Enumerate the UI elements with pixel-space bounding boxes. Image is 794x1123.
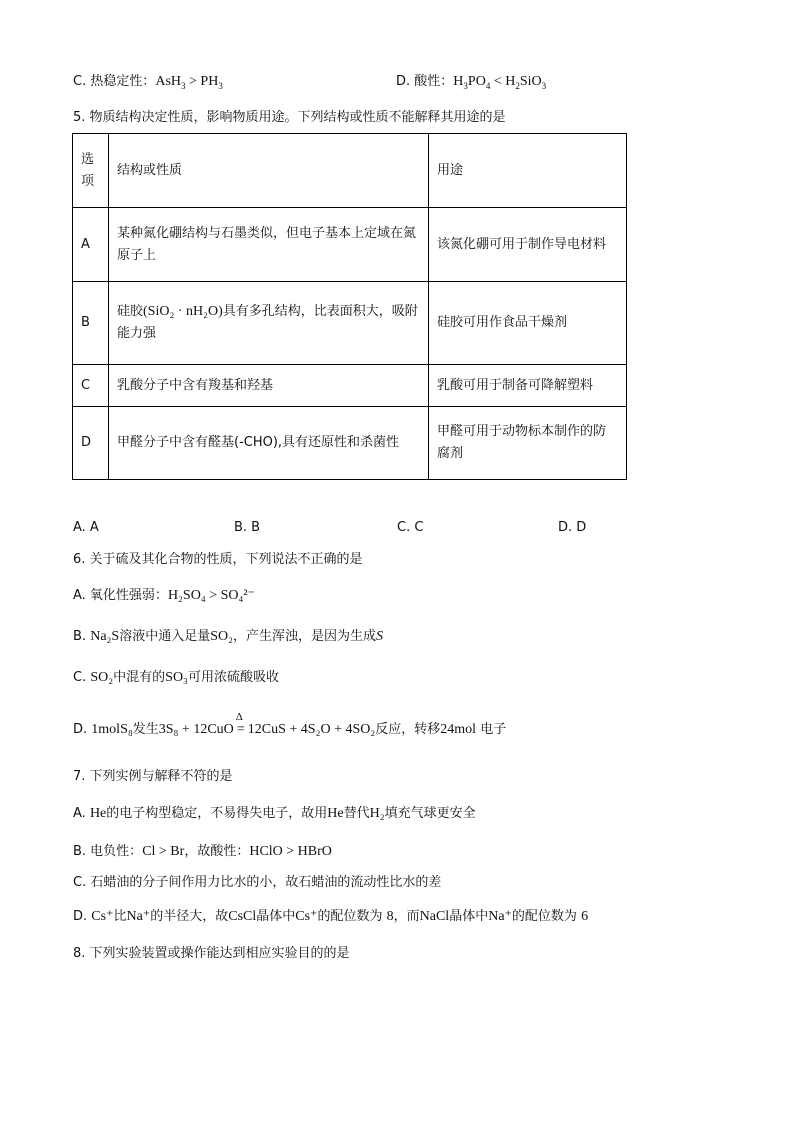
table-header-row [73, 134, 627, 208]
header-use: 用途 [429, 134, 627, 208]
q6-option-c: C. SO₂中混有的SO₃可用浓硫酸吸收 [73, 670, 279, 685]
q4-option-c [73, 72, 223, 92]
header-structure: 结构或性质 [109, 134, 429, 208]
q5-table [72, 133, 627, 480]
row-structure: 某种氮化硼结构与石墨类似，但电子基本上定域在氮原子上 [109, 208, 429, 282]
header-option: 选项 [73, 134, 109, 208]
row-use: 硅胶可用作食品干燥剂 [429, 282, 627, 365]
row-structure: 甲醛分子中含有醛基(-CHO),具有还原性和杀菌性 [109, 407, 429, 480]
table-row [73, 365, 627, 407]
row-option: B [73, 282, 109, 365]
q5-choice-a: A. A [73, 520, 99, 535]
q5-choice-c: C. C [397, 520, 424, 535]
row-option: A [73, 208, 109, 282]
q7-option-d: D. Cs⁺比Na⁺的半径大，故CsCl晶体中Cs⁺的配位数为 8，而NaCl晶体中Na⁺的配位数为 6 [73, 909, 589, 924]
q6-option-b: B. Na₂S溶液中通入足量SO₂，产生浑浊，是因为生成S [73, 629, 384, 644]
q7-option-c: C. 石蜡油的分子间作用力比水的小，故石蜡油的流动性比水的差 [73, 875, 442, 890]
row-use: 该氮化硼可用于制作导电材料 [429, 208, 627, 282]
reaction-arrow: Δ = [235, 711, 245, 737]
row-structure: 硅胶(SiO₂ · nH₂O)具有多孔结构，比表面积大，吸附能力强 [109, 282, 429, 365]
q4-option-d [396, 72, 546, 92]
q6-option-a: A. 氧化性强弱：H₂SO₄ > SO₄²⁻ [73, 588, 255, 603]
option-label: C. 热稳定性： [73, 74, 156, 89]
q7-option-a: A. He的电子构型稳定，不易得失电子，故用He替代H₂填充气球更安全 [73, 806, 476, 821]
row-option: C [73, 365, 109, 407]
row-structure: 乳酸分子中含有羧基和羟基 [109, 365, 429, 407]
formula: $H_3PO_4 < H_2SiO_3$ [453, 74, 547, 91]
q6-stem: 6. 关于硫及其化合物的性质，下列说法不正确的是 [73, 552, 363, 567]
q8-stem: 8. 下列实验装置或操作能达到相应实验目的的是 [73, 946, 350, 961]
row-use: 乳酸可用于制备可降解塑料 [429, 365, 627, 407]
q5-choice-b: B. B [234, 520, 261, 535]
row-option: D [73, 407, 109, 480]
table-row [73, 208, 627, 282]
option-label: D. 酸性： [396, 74, 454, 89]
q6-option-d: D. 1molS₈发生3S₈ + 12CuO Δ = 12CuS + 4S₂O + 4SO₂反应，转移24mol 电子 [73, 720, 506, 740]
table-row [73, 407, 627, 480]
q7-stem: 7. 下列实例与解释不符的是 [73, 769, 233, 784]
q5-choice-d: D. D [558, 520, 587, 535]
q7-option-b: B. 电负性：Cl > Br，故酸性：HClO > HBrO [73, 844, 332, 859]
row-use: 甲醛可用于动物标本制作的防腐剂 [429, 407, 627, 480]
q5-stem: 5. 物质结构决定性质，影响物质用途。下列结构或性质不能解释其用途的是 [73, 110, 506, 125]
formula: $AsH_3 > PH_3$ [155, 74, 223, 91]
table-row [73, 282, 627, 365]
